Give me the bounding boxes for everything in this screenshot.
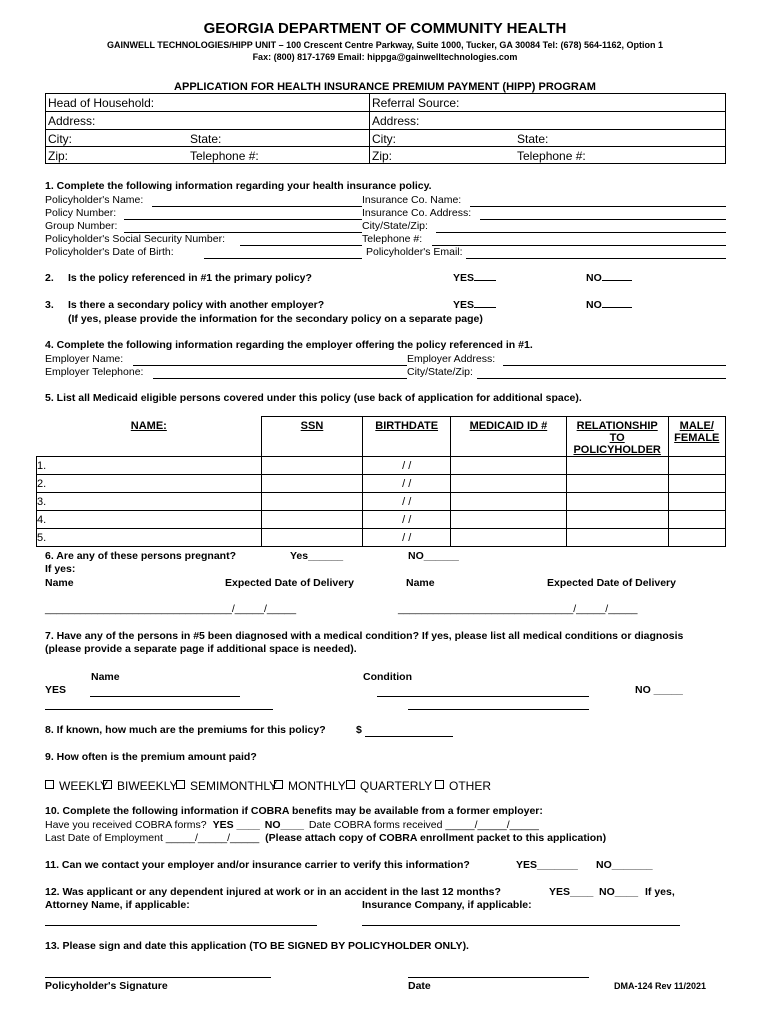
medicaid-id-cell[interactable] xyxy=(450,457,566,475)
cobra-last-employment-line xyxy=(45,832,606,844)
col-medicaid-id xyxy=(450,417,566,457)
frequency-biweekly[interactable] xyxy=(103,777,177,795)
insurance-telephone-label: Telephone #: xyxy=(362,233,423,245)
table-row[interactable] xyxy=(37,475,726,493)
q13-text: 13. Please sign and date this application (TO BE SIGNED BY POLICYHOLDER ONLY). xyxy=(45,940,469,952)
q6-yes[interactable]: Yes______ xyxy=(290,550,344,562)
medicaid-id-cell[interactable] xyxy=(450,493,566,511)
col-birthdate-label: BIRTHDATE xyxy=(375,420,439,432)
cobra-no[interactable]: NO____ xyxy=(264,819,304,831)
q10-heading: 10. Complete the following information if COBRA benefits may be available from a former employer: xyxy=(45,805,543,817)
relationship-cell[interactable] xyxy=(566,529,668,547)
q5-heading: 5. List all Medicaid eligible persons covered under this policy (use back of application for additional space). xyxy=(45,392,582,404)
q6-pregnancy-entry-2[interactable]: ______________________________/_____/_____ xyxy=(398,603,638,615)
referral-state-field[interactable]: State: xyxy=(517,132,549,146)
signature-line[interactable] xyxy=(45,977,271,978)
frequency-biweekly-label: BIWEEKLY xyxy=(117,779,178,793)
policyholder-dob-label: Policyholder's Date of Birth: xyxy=(45,246,174,258)
insurance-address-label: Insurance Co. Address: xyxy=(362,207,472,219)
household-zip-field[interactable]: Zip: xyxy=(48,149,69,163)
q2-no[interactable] xyxy=(586,272,632,284)
cobra-attach-note: (Please attach copy of COBRA enrollment packet to this application) xyxy=(265,832,607,844)
insurance-company-line[interactable] xyxy=(362,925,680,926)
frequency-weekly-label: WEEKLY xyxy=(59,779,109,793)
birthdate-slashes: / / xyxy=(402,459,412,472)
sex-cell[interactable] xyxy=(668,511,725,529)
ssn-cell[interactable] xyxy=(261,529,363,547)
q2-no-label: NO xyxy=(586,272,602,284)
q6-text: 6. Are any of these persons pregnant? xyxy=(45,550,236,562)
col-ssn xyxy=(261,417,363,457)
birthdate-cell[interactable] xyxy=(363,493,451,511)
ssn-cell[interactable] xyxy=(261,493,363,511)
col-sex xyxy=(668,417,725,457)
referral-city-field[interactable]: City: xyxy=(372,132,396,146)
medicaid-id-cell[interactable] xyxy=(450,511,566,529)
q12-yes[interactable]: YES____ xyxy=(549,886,594,898)
referral-source-field[interactable]: Referral Source: xyxy=(372,96,460,110)
q8-dollar: $ xyxy=(356,724,362,736)
sex-cell[interactable] xyxy=(668,493,725,511)
q3-yes[interactable] xyxy=(453,299,496,311)
table-row[interactable] xyxy=(37,511,726,529)
sex-cell[interactable] xyxy=(668,475,725,493)
cobra-received-label: Have you received COBRA forms? xyxy=(45,819,207,831)
medicaid-id-cell[interactable] xyxy=(450,529,566,547)
form-title: APPLICATION FOR HEALTH INSURANCE PREMIUM PAYMENT (HIPP) PROGRAM xyxy=(174,81,596,93)
q3-no-label: NO xyxy=(586,299,602,311)
q9-text: 9. How often is the premium amount paid? xyxy=(45,751,257,763)
frequency-semimonthly[interactable] xyxy=(176,777,277,795)
eligible-persons-table xyxy=(36,416,726,547)
insurance-company-label: Insurance Company, if applicable: xyxy=(362,899,532,911)
col-relationship-label: RELATIONSHIP TO POLICYHOLDER xyxy=(573,420,661,456)
q6-ifyes: If yes: xyxy=(45,563,76,575)
col-medicaid-id-label: MEDICAID ID # xyxy=(469,420,548,432)
ssn-cell[interactable] xyxy=(261,457,363,475)
q11-text: 11. Can we contact your employer and/or insurance carrier to verify this information? xyxy=(45,859,470,871)
checkbox-icon[interactable] xyxy=(103,780,112,789)
relationship-cell[interactable] xyxy=(566,475,668,493)
q8-text: 8. If known, how much are the premiums for this policy? xyxy=(45,724,326,736)
row-number: 5. xyxy=(37,531,47,544)
employer-telephone-label: Employer Telephone: xyxy=(45,366,144,378)
birthdate-cell[interactable] xyxy=(363,457,451,475)
household-state-field[interactable]: State: xyxy=(190,132,222,146)
row-number: 3. xyxy=(37,495,47,508)
relationship-cell[interactable] xyxy=(566,511,668,529)
birthdate-slashes: / / xyxy=(402,477,412,490)
q3-no[interactable] xyxy=(586,299,632,311)
birthdate-cell[interactable] xyxy=(363,475,451,493)
cobra-yes[interactable]: YES ____ xyxy=(212,819,260,831)
q7-name-line-1[interactable] xyxy=(90,696,240,697)
q6-expected-label: Expected Date of Delivery xyxy=(225,577,354,589)
table-header-row xyxy=(37,417,726,457)
cobra-received-line xyxy=(45,819,539,831)
date-line[interactable] xyxy=(408,977,589,978)
q3-note: (If yes, please provide the information for the secondary policy on a separate page) xyxy=(68,313,483,325)
table-row[interactable] xyxy=(37,493,726,511)
sex-cell[interactable] xyxy=(668,529,725,547)
q7-name-label: Name xyxy=(91,671,120,683)
employer-name-line[interactable] xyxy=(133,365,407,366)
q7-name-line-2[interactable] xyxy=(45,709,273,710)
frequency-quarterly[interactable] xyxy=(346,777,432,795)
q12-no[interactable]: NO____ xyxy=(599,886,639,898)
checkbox-icon[interactable] xyxy=(176,780,185,789)
form-id: DMA-124 Rev 11/2021 xyxy=(614,981,707,991)
agency-address: GAINWELL TECHNOLOGIES/HIPP UNIT – 100 Crescent Centre Parkway, Suite 1000, Tucker, GA 30084 Tel: (678) 564-1162, Option 1 xyxy=(106,40,664,50)
col-name-label: NAME: xyxy=(130,420,167,432)
policyholder-ssn-label: Policyholder's Social Security Number: xyxy=(45,233,225,245)
checkbox-icon[interactable] xyxy=(435,780,444,789)
insurance-name-line[interactable] xyxy=(470,206,726,207)
q12-text: 12. Was applicant or any dependent injured at work or in an accident in the last 12 months? xyxy=(45,886,501,898)
attorney-name-label: Attorney Name, if applicable: xyxy=(45,899,190,911)
date-label: Date xyxy=(408,980,431,992)
household-telephone-field[interactable]: Telephone #: xyxy=(190,149,259,163)
employer-telephone-line[interactable] xyxy=(153,378,407,379)
ssn-cell[interactable] xyxy=(261,511,363,529)
col-relationship xyxy=(566,417,668,457)
q6-pregnancy-entry-1[interactable]: ________________________________/_____/_____ xyxy=(45,603,297,615)
referral-telephone-field[interactable]: Telephone #: xyxy=(517,149,586,163)
insurance-address-line[interactable] xyxy=(480,219,726,220)
attorney-name-line[interactable] xyxy=(45,925,317,926)
q2-text: Is the policy referenced in #1 the primary policy? xyxy=(68,272,312,284)
checkbox-icon[interactable] xyxy=(45,780,54,789)
table-row[interactable] xyxy=(37,457,726,475)
frequency-weekly[interactable] xyxy=(45,777,108,795)
policyholder-email-label: Policyholder's Email: xyxy=(366,246,463,258)
person-name-cell[interactable] xyxy=(37,511,262,529)
q4-heading: 4. Complete the following information regarding the employer offering the policy referenced in #1. xyxy=(45,339,533,351)
referral-zip-field[interactable]: Zip: xyxy=(372,149,393,163)
q1-heading: 1. Complete the following information regarding your health insurance policy. xyxy=(45,180,432,192)
head-of-household-field[interactable]: Head of Household: xyxy=(48,96,155,110)
insurance-citystatezip-label: City/State/Zip: xyxy=(362,220,428,232)
last-date-employment[interactable]: Last Date of Employment _____/_____/_____ xyxy=(45,832,260,844)
q7-yes[interactable]: YES xyxy=(45,684,67,696)
q7-condition-line-1[interactable] xyxy=(377,696,589,697)
q3-yes-label: YES xyxy=(453,299,475,311)
q7-condition-label: Condition xyxy=(363,671,412,683)
ssn-cell[interactable] xyxy=(261,475,363,493)
frequency-monthly[interactable] xyxy=(274,777,346,795)
q6-name-label-2: Name xyxy=(406,577,435,589)
employer-citystatezip-label: City/State/Zip: xyxy=(407,366,473,378)
checkbox-icon[interactable] xyxy=(346,780,355,789)
insurance-citystatezip-line[interactable] xyxy=(436,232,726,233)
medicaid-id-cell[interactable] xyxy=(450,475,566,493)
frequency-semimonthly-label: SEMIMONTHLY xyxy=(190,779,278,793)
frequency-monthly-label: MONTHLY xyxy=(288,779,346,793)
referral-address-field[interactable]: Address: xyxy=(372,114,420,128)
frequency-quarterly-label: QUARTERLY xyxy=(360,779,433,793)
person-name-cell[interactable] xyxy=(37,475,262,493)
policy-number-line[interactable] xyxy=(124,219,362,220)
insurance-telephone-line[interactable] xyxy=(432,245,726,246)
sex-cell[interactable] xyxy=(668,457,725,475)
q6-no[interactable]: NO______ xyxy=(408,550,459,562)
premium-amount-line[interactable] xyxy=(365,736,453,737)
employer-name-label: Employer Name: xyxy=(45,353,124,365)
q7-condition-line-2[interactable] xyxy=(408,709,589,710)
q3-number: 3. xyxy=(45,299,54,311)
frequency-other[interactable] xyxy=(435,777,491,795)
signature-label: Policyholder's Signature xyxy=(45,980,168,992)
employer-address-line[interactable] xyxy=(503,365,726,366)
policy-number-label: Policy Number: xyxy=(45,207,117,219)
q11-yes[interactable]: YES_______ xyxy=(516,859,578,871)
q2-number: 2. xyxy=(45,272,54,284)
q7-text: 7. Have any of the persons in #5 been diagnosed with a medical condition? If yes, please list all medical conditions or diagnosis (please provide a separate page if additional space is needed). xyxy=(45,630,684,655)
col-birthdate xyxy=(363,417,451,457)
insurance-name-label: Insurance Co. Name: xyxy=(362,194,462,206)
q2-yes-label: YES xyxy=(453,272,475,284)
birthdate-slashes: / / xyxy=(402,531,412,544)
policyholder-name-line[interactable] xyxy=(152,206,362,207)
relationship-cell[interactable] xyxy=(566,493,668,511)
household-address-field[interactable]: Address: xyxy=(48,114,96,128)
person-name-cell[interactable] xyxy=(37,493,262,511)
birthdate-slashes: / / xyxy=(402,513,412,526)
policyholder-dob-line[interactable] xyxy=(204,258,362,259)
policyholder-email-line[interactable] xyxy=(466,258,726,259)
birthdate-slashes: / / xyxy=(402,495,412,508)
q6-name-label: Name xyxy=(45,577,74,589)
agency-contact: Fax: (800) 817-1769 Email: hippga@gainwelltechnologies.com xyxy=(252,52,518,62)
frequency-other-label: OTHER xyxy=(449,779,491,793)
group-number-label: Group Number: xyxy=(45,220,118,232)
q11-no[interactable]: NO_______ xyxy=(596,859,653,871)
col-sex-label: MALE/ FEMALE xyxy=(674,420,720,444)
page-title: GEORGIA DEPARTMENT OF COMMUNITY HEALTH xyxy=(203,20,567,37)
household-city-field[interactable]: City: xyxy=(48,132,72,146)
table-row[interactable] xyxy=(37,529,726,547)
employer-address-label: Employer Address: xyxy=(407,353,496,365)
q7-no[interactable]: NO _____ xyxy=(635,684,683,696)
row-number: 1. xyxy=(37,459,47,472)
person-name-cell[interactable] xyxy=(37,529,262,547)
row-number: 2. xyxy=(37,477,47,490)
cobra-date-received[interactable]: Date COBRA forms received _____/_____/_____ xyxy=(308,819,539,831)
q3-text: Is there a secondary policy with another employer? xyxy=(68,299,325,311)
col-name xyxy=(37,417,262,457)
row-number: 4. xyxy=(37,513,47,526)
q12-ifyes: If yes, xyxy=(645,886,675,898)
policyholder-ssn-line[interactable] xyxy=(240,245,362,246)
policyholder-name-label: Policyholder's Name: xyxy=(45,194,144,206)
checkbox-icon[interactable] xyxy=(274,780,283,789)
person-name-cell[interactable] xyxy=(37,457,262,475)
relationship-cell[interactable] xyxy=(566,457,668,475)
q2-yes[interactable] xyxy=(453,272,496,284)
birthdate-cell[interactable] xyxy=(363,529,451,547)
q6-expected-label-2: Expected Date of Delivery xyxy=(547,577,676,589)
employer-citystatezip-line[interactable] xyxy=(477,378,726,379)
birthdate-cell[interactable] xyxy=(363,511,451,529)
col-ssn-label: SSN xyxy=(300,420,324,432)
